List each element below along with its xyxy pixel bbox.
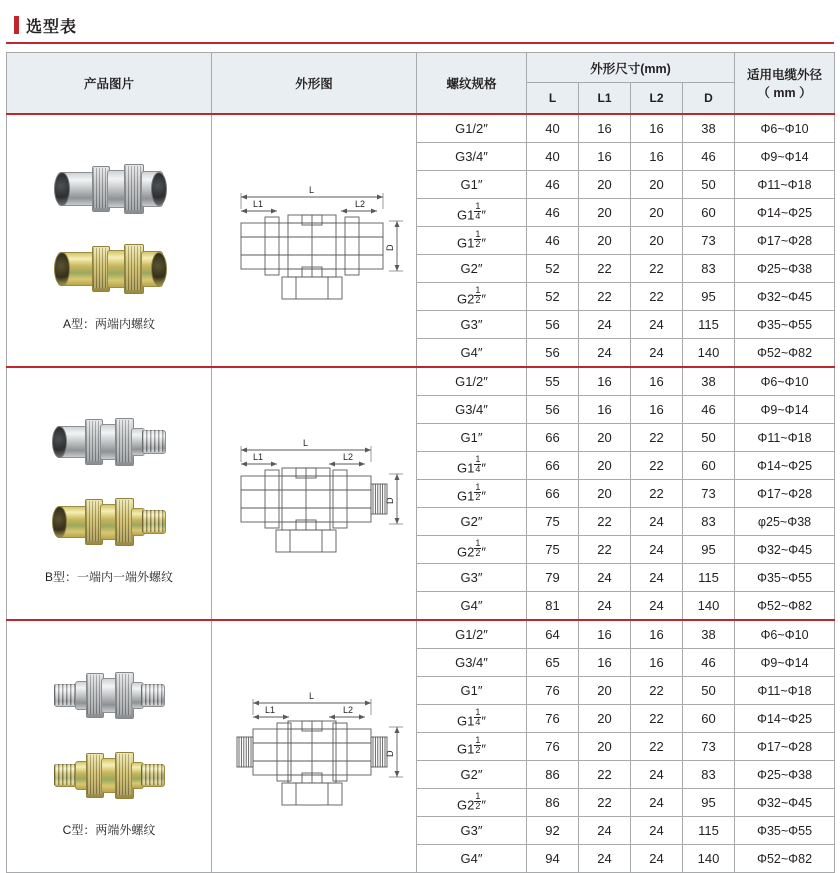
th-dim-l2: L2 [631, 83, 683, 114]
cell-thread-spec: G1″ [417, 424, 527, 452]
cell-dim-l1: 20 [579, 705, 631, 733]
th-dimensions: 外形尺寸(mm) [527, 53, 735, 83]
cell-cable-od: Φ14~Φ25 [735, 452, 835, 480]
cell-thread-spec: G1 $\frac{1}{2}$ ″ [417, 227, 527, 255]
dim-label-L1: L1 [265, 704, 276, 715]
cell-dim-l2: 22 [631, 255, 683, 283]
fitting-illustration [50, 230, 168, 304]
cell-dim-l1: 22 [579, 508, 631, 536]
dim-label-L2: L2 [355, 198, 366, 209]
cell-cable-od: Φ11~Φ18 [735, 171, 835, 199]
cell-cable-od: Φ17~Φ28 [735, 480, 835, 508]
cell-cable-od: Φ6~Φ10 [735, 114, 835, 143]
cell-dim-l2: 16 [631, 143, 683, 171]
cell-dim-l1: 24 [579, 339, 631, 368]
cell-dim-l: 76 [527, 705, 579, 733]
title-accent-bar [14, 16, 19, 34]
cell-dim-l: 65 [527, 649, 579, 677]
product-image-group [7, 394, 211, 593]
cell-dim-l: 86 [527, 761, 579, 789]
header-row-1 [7, 53, 835, 83]
cell-dim-d: 50 [683, 171, 735, 199]
cell-dim-d: 95 [683, 536, 735, 564]
cell-dim-d: 140 [683, 339, 735, 368]
cell-dim-l2: 24 [631, 311, 683, 339]
cell-dim-l2: 24 [631, 845, 683, 873]
cell-dim-l2: 20 [631, 171, 683, 199]
cell-dim-l1: 24 [579, 311, 631, 339]
product-image-group [7, 141, 211, 340]
cell-dim-l: 66 [527, 480, 579, 508]
cell-thread-spec: G3/4″ [417, 649, 527, 677]
cell-dim-d: 83 [683, 508, 735, 536]
fitting-illustration [50, 656, 168, 730]
table-row [7, 114, 835, 143]
cell-cable-od: Φ35~Φ55 [735, 564, 835, 592]
page-title: 选型表 [26, 18, 78, 36]
cell-dim-l2: 20 [631, 227, 683, 255]
cell-dim-l2: 16 [631, 649, 683, 677]
cell-dim-l1: 20 [579, 227, 631, 255]
cell-dim-d: 38 [683, 367, 735, 396]
cell-thread-spec: G4″ [417, 339, 527, 368]
cell-dim-l: 55 [527, 367, 579, 396]
cell-dim-l1: 20 [579, 452, 631, 480]
dim-label-L1: L1 [253, 451, 264, 462]
th-dim-l1: L1 [579, 83, 631, 114]
product-image-cell [7, 114, 212, 367]
cell-dim-l: 76 [527, 733, 579, 761]
dim-label-D: D [385, 497, 395, 504]
cell-dim-l: 46 [527, 227, 579, 255]
cell-cable-od: Φ52~Φ82 [735, 845, 835, 873]
cell-dim-l1: 22 [579, 536, 631, 564]
cell-dim-d: 38 [683, 620, 735, 649]
outline-drawing-cell [212, 114, 417, 367]
cell-dim-d: 38 [683, 114, 735, 143]
cell-thread-spec: G4″ [417, 845, 527, 873]
cell-dim-l: 86 [527, 789, 579, 817]
product-image-cell [7, 620, 212, 873]
cell-dim-d: 46 [683, 649, 735, 677]
cell-dim-d: 46 [683, 143, 735, 171]
cell-dim-l1: 16 [579, 396, 631, 424]
cell-dim-l2: 22 [631, 733, 683, 761]
table-row [7, 367, 835, 396]
cell-dim-l2: 22 [631, 452, 683, 480]
cell-dim-d: 73 [683, 480, 735, 508]
cell-thread-spec: G3″ [417, 817, 527, 845]
cell-dim-l1: 16 [579, 114, 631, 143]
cell-dim-l2: 24 [631, 508, 683, 536]
cell-cable-od: Φ52~Φ82 [735, 339, 835, 368]
cell-thread-spec: G1 $\frac{1}{4}$ ″ [417, 199, 527, 227]
cell-cable-od: Φ6~Φ10 [735, 620, 835, 649]
dim-label-L: L [309, 184, 315, 195]
cell-cable-od: Φ25~Φ38 [735, 255, 835, 283]
page-title-bar [6, 8, 834, 44]
th-outline-drawing: 外形图 [212, 53, 417, 115]
cell-thread-spec: G1/2″ [417, 620, 527, 649]
cell-dim-l: 64 [527, 620, 579, 649]
cell-dim-l2: 22 [631, 424, 683, 452]
product-image-group [7, 647, 211, 846]
cell-dim-l: 94 [527, 845, 579, 873]
cell-dim-l: 46 [527, 171, 579, 199]
cell-thread-spec: G1 $\frac{1}{4}$ ″ [417, 705, 527, 733]
cell-dim-d: 60 [683, 199, 735, 227]
product-type-caption: B型：一端内一端外螺纹 [44, 570, 173, 584]
cell-dim-l: 75 [527, 508, 579, 536]
cell-dim-l2: 24 [631, 536, 683, 564]
cell-dim-l: 56 [527, 339, 579, 368]
cell-thread-spec: G3/4″ [417, 143, 527, 171]
cell-cable-od: Φ9~Φ14 [735, 649, 835, 677]
cell-dim-l1: 24 [579, 592, 631, 621]
cell-dim-l2: 24 [631, 789, 683, 817]
dim-label-L2: L2 [343, 704, 354, 715]
cell-dim-l: 40 [527, 143, 579, 171]
product-image-cell [7, 367, 212, 620]
cell-dim-l1: 20 [579, 677, 631, 705]
dim-label-L: L [303, 437, 309, 448]
cell-dim-d: 95 [683, 283, 735, 311]
cell-dim-d: 50 [683, 677, 735, 705]
cell-dim-l2: 16 [631, 396, 683, 424]
cell-cable-od: Φ35~Φ55 [735, 311, 835, 339]
cell-dim-l2: 16 [631, 114, 683, 143]
cell-thread-spec: G1/2″ [417, 114, 527, 143]
cell-dim-l: 79 [527, 564, 579, 592]
cell-dim-l: 52 [527, 255, 579, 283]
cell-dim-l1: 16 [579, 143, 631, 171]
cell-dim-l1: 20 [579, 199, 631, 227]
cell-dim-l1: 24 [579, 564, 631, 592]
cell-dim-l2: 24 [631, 592, 683, 621]
cell-dim-l1: 16 [579, 367, 631, 396]
th-thread-spec: 螺纹规格 [417, 53, 527, 115]
selection-table [6, 52, 835, 873]
cell-thread-spec: G1 $\frac{1}{2}$ ″ [417, 480, 527, 508]
cell-thread-spec: G4″ [417, 592, 527, 621]
product-type-caption: A型：两端内螺纹 [62, 317, 155, 331]
fitting-illustration [50, 150, 168, 224]
cell-dim-l2: 16 [631, 620, 683, 649]
th-product-image: 产品图片 [7, 53, 212, 115]
th-dim-d: D [683, 83, 735, 114]
cell-cable-od: Φ11~Φ18 [735, 677, 835, 705]
cell-dim-l1: 20 [579, 171, 631, 199]
cell-dim-l: 76 [527, 677, 579, 705]
cell-dim-d: 115 [683, 311, 735, 339]
th-dim-l: L [527, 83, 579, 114]
cell-dim-l2: 24 [631, 817, 683, 845]
cell-dim-l2: 22 [631, 705, 683, 733]
cell-dim-d: 73 [683, 733, 735, 761]
table-head [7, 53, 835, 115]
cell-thread-spec: G1″ [417, 677, 527, 705]
cell-cable-od: φ25~Φ38 [735, 508, 835, 536]
cell-cable-od: Φ32~Φ45 [735, 789, 835, 817]
cell-dim-l1: 16 [579, 620, 631, 649]
cell-dim-l: 81 [527, 592, 579, 621]
outline-drawing-cell [212, 620, 417, 873]
cell-thread-spec: G1″ [417, 171, 527, 199]
cell-dim-l2: 22 [631, 677, 683, 705]
outline-drawing [219, 657, 409, 837]
cell-cable-od: Φ9~Φ14 [735, 143, 835, 171]
table-body [7, 114, 835, 873]
cell-dim-d: 115 [683, 564, 735, 592]
cell-thread-spec: G2″ [417, 255, 527, 283]
cell-cable-od: Φ11~Φ18 [735, 424, 835, 452]
cell-dim-l2: 24 [631, 564, 683, 592]
cell-dim-d: 73 [683, 227, 735, 255]
cell-dim-l: 56 [527, 311, 579, 339]
cell-dim-l2: 22 [631, 480, 683, 508]
cell-dim-d: 140 [683, 845, 735, 873]
cell-dim-l: 46 [527, 199, 579, 227]
cell-dim-d: 140 [683, 592, 735, 621]
cell-dim-l1: 24 [579, 817, 631, 845]
outline-drawing [219, 404, 409, 584]
cell-dim-l: 40 [527, 114, 579, 143]
cell-thread-spec: G2 $\frac{1}{2}$ ″ [417, 283, 527, 311]
cell-dim-l2: 24 [631, 339, 683, 368]
cell-dim-l1: 24 [579, 845, 631, 873]
cell-thread-spec: G3″ [417, 311, 527, 339]
cell-cable-od: Φ32~Φ45 [735, 283, 835, 311]
cell-thread-spec: G2″ [417, 508, 527, 536]
outline-drawing-cell [212, 367, 417, 620]
cell-thread-spec: G3/4″ [417, 396, 527, 424]
cell-dim-l1: 20 [579, 424, 631, 452]
cell-dim-d: 60 [683, 705, 735, 733]
cell-thread-spec: G2″ [417, 761, 527, 789]
cell-cable-od: Φ17~Φ28 [735, 227, 835, 255]
cell-thread-spec: G3″ [417, 564, 527, 592]
outline-drawing [219, 151, 409, 331]
dim-label-D: D [385, 750, 395, 757]
cell-cable-od: Φ52~Φ82 [735, 592, 835, 621]
th-cable-od-line2: （ mm ） [757, 86, 812, 100]
th-cable-od [735, 53, 835, 115]
cell-dim-l2: 20 [631, 199, 683, 227]
cell-cable-od: Φ14~Φ25 [735, 705, 835, 733]
th-cable-od-line1: 适用电缆外径 [746, 68, 822, 82]
cell-dim-l1: 22 [579, 255, 631, 283]
cell-dim-l: 92 [527, 817, 579, 845]
cell-dim-d: 46 [683, 396, 735, 424]
cell-dim-l1: 22 [579, 283, 631, 311]
dim-label-D: D [385, 244, 395, 251]
cell-dim-d: 60 [683, 452, 735, 480]
cell-dim-l1: 20 [579, 480, 631, 508]
cell-dim-l: 75 [527, 536, 579, 564]
dim-label-L2: L2 [343, 451, 354, 462]
cell-cable-od: Φ6~Φ10 [735, 367, 835, 396]
cell-thread-spec: G2 $\frac{1}{2}$ ″ [417, 536, 527, 564]
cell-dim-l1: 22 [579, 789, 631, 817]
cell-dim-l1: 16 [579, 649, 631, 677]
table-row [7, 620, 835, 649]
fitting-illustration [50, 403, 168, 477]
cell-thread-spec: G1/2″ [417, 367, 527, 396]
cell-dim-d: 83 [683, 255, 735, 283]
cell-cable-od: Φ35~Φ55 [735, 817, 835, 845]
cell-dim-d: 115 [683, 817, 735, 845]
product-type-caption: C型：两端外螺纹 [62, 823, 156, 837]
cell-dim-l2: 16 [631, 367, 683, 396]
cell-thread-spec: G1 $\frac{1}{4}$ ″ [417, 452, 527, 480]
cell-dim-d: 83 [683, 761, 735, 789]
cell-cable-od: Φ17~Φ28 [735, 733, 835, 761]
cell-dim-d: 95 [683, 789, 735, 817]
fitting-illustration [50, 483, 168, 557]
dim-label-L: L [309, 690, 315, 701]
cell-dim-l: 66 [527, 452, 579, 480]
cell-dim-l: 56 [527, 396, 579, 424]
dim-label-L1: L1 [253, 198, 264, 209]
cell-dim-l2: 24 [631, 761, 683, 789]
cell-thread-spec: G2 $\frac{1}{2}$ ″ [417, 789, 527, 817]
cell-thread-spec: G1 $\frac{1}{2}$ ″ [417, 733, 527, 761]
cell-dim-d: 50 [683, 424, 735, 452]
cell-dim-l: 52 [527, 283, 579, 311]
cell-cable-od: Φ32~Φ45 [735, 536, 835, 564]
cell-cable-od: Φ9~Φ14 [735, 396, 835, 424]
cell-dim-l1: 20 [579, 733, 631, 761]
cell-cable-od: Φ14~Φ25 [735, 199, 835, 227]
cell-dim-l1: 22 [579, 761, 631, 789]
cell-dim-l2: 22 [631, 283, 683, 311]
fitting-illustration [50, 736, 168, 810]
cell-cable-od: Φ25~Φ38 [735, 761, 835, 789]
cell-dim-l: 66 [527, 424, 579, 452]
page-root [0, 8, 840, 866]
